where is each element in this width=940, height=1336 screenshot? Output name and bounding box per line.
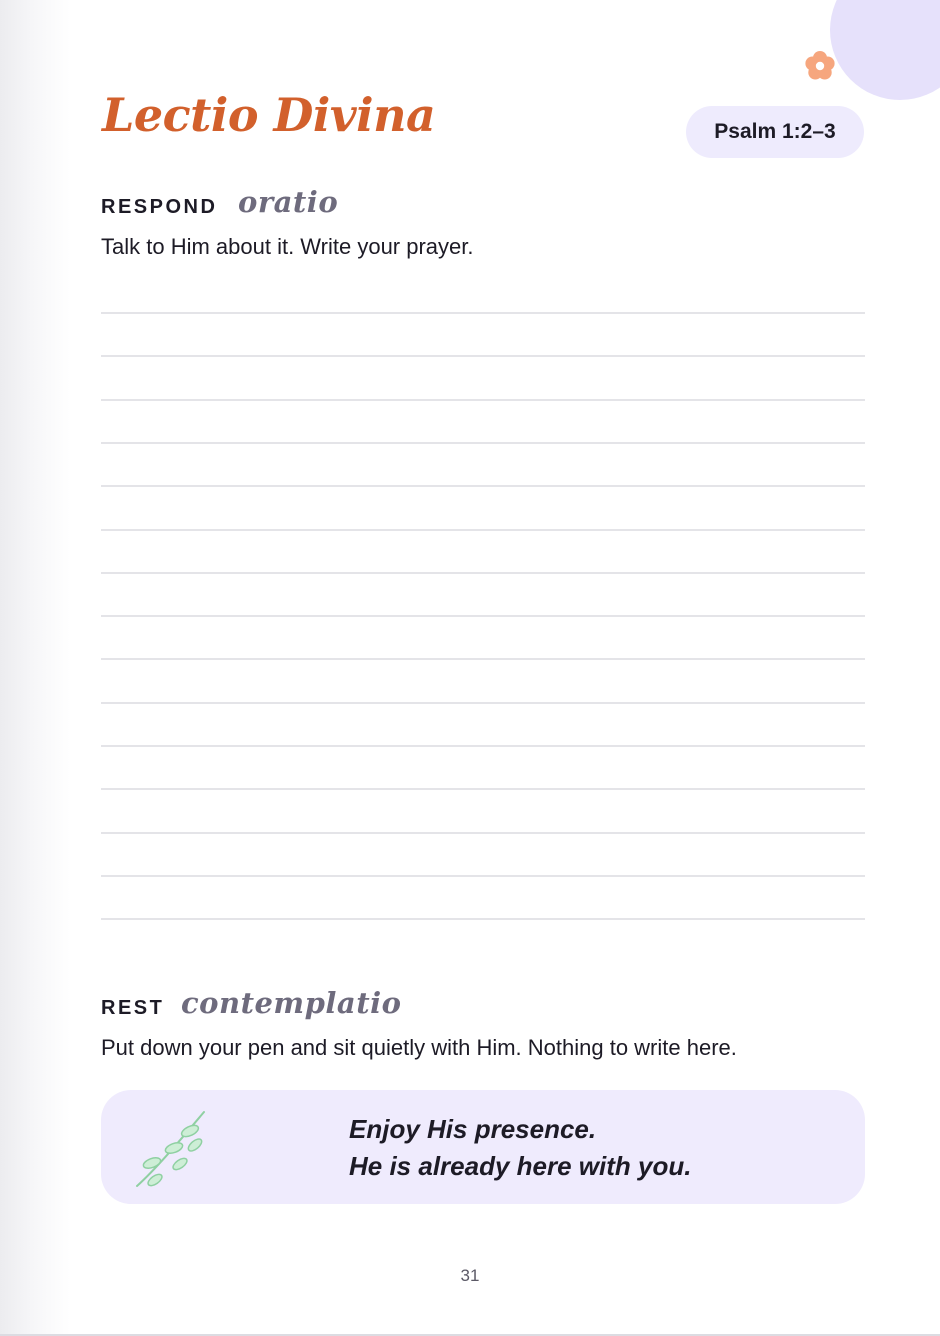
rest-latin-term: contemplatio xyxy=(181,986,402,1020)
writing-line[interactable] xyxy=(101,702,865,704)
flower-icon xyxy=(803,49,837,83)
rest-callout-line-1: Enjoy His presence. xyxy=(349,1114,597,1144)
writing-line[interactable] xyxy=(101,355,865,357)
respond-latin-term: oratio xyxy=(238,185,339,219)
writing-line[interactable] xyxy=(101,788,865,790)
writing-line[interactable] xyxy=(101,572,865,574)
writing-line[interactable] xyxy=(101,658,865,660)
writing-line[interactable] xyxy=(101,918,865,920)
writing-line[interactable] xyxy=(101,485,865,487)
writing-line[interactable] xyxy=(101,832,865,834)
writing-line[interactable] xyxy=(101,442,865,444)
writing-line[interactable] xyxy=(101,615,865,617)
respond-section-label: RESPOND xyxy=(101,196,218,218)
page-number: 31 xyxy=(460,1266,480,1285)
verse-reference-badge: Psalm 1:2–3 xyxy=(686,106,864,158)
rest-instruction: Put down your pen and sit quietly with Him. Nothing to write here. xyxy=(101,1035,737,1060)
respond-instruction: Talk to Him about it. Write your prayer. xyxy=(101,234,474,259)
writing-line[interactable] xyxy=(101,312,865,314)
writing-line[interactable] xyxy=(101,745,865,747)
rest-callout-box xyxy=(101,1090,865,1204)
page-gutter-shadow xyxy=(0,0,70,1336)
rest-section-label: REST xyxy=(101,997,165,1019)
rest-callout-line-2: He is already here with you. xyxy=(349,1151,692,1181)
sprig-icon xyxy=(132,1108,212,1192)
page-title: Lectio Divina xyxy=(102,88,436,142)
writing-line[interactable] xyxy=(101,399,865,401)
corner-decoration xyxy=(830,0,940,100)
writing-line[interactable] xyxy=(101,875,865,877)
writing-line[interactable] xyxy=(101,529,865,531)
